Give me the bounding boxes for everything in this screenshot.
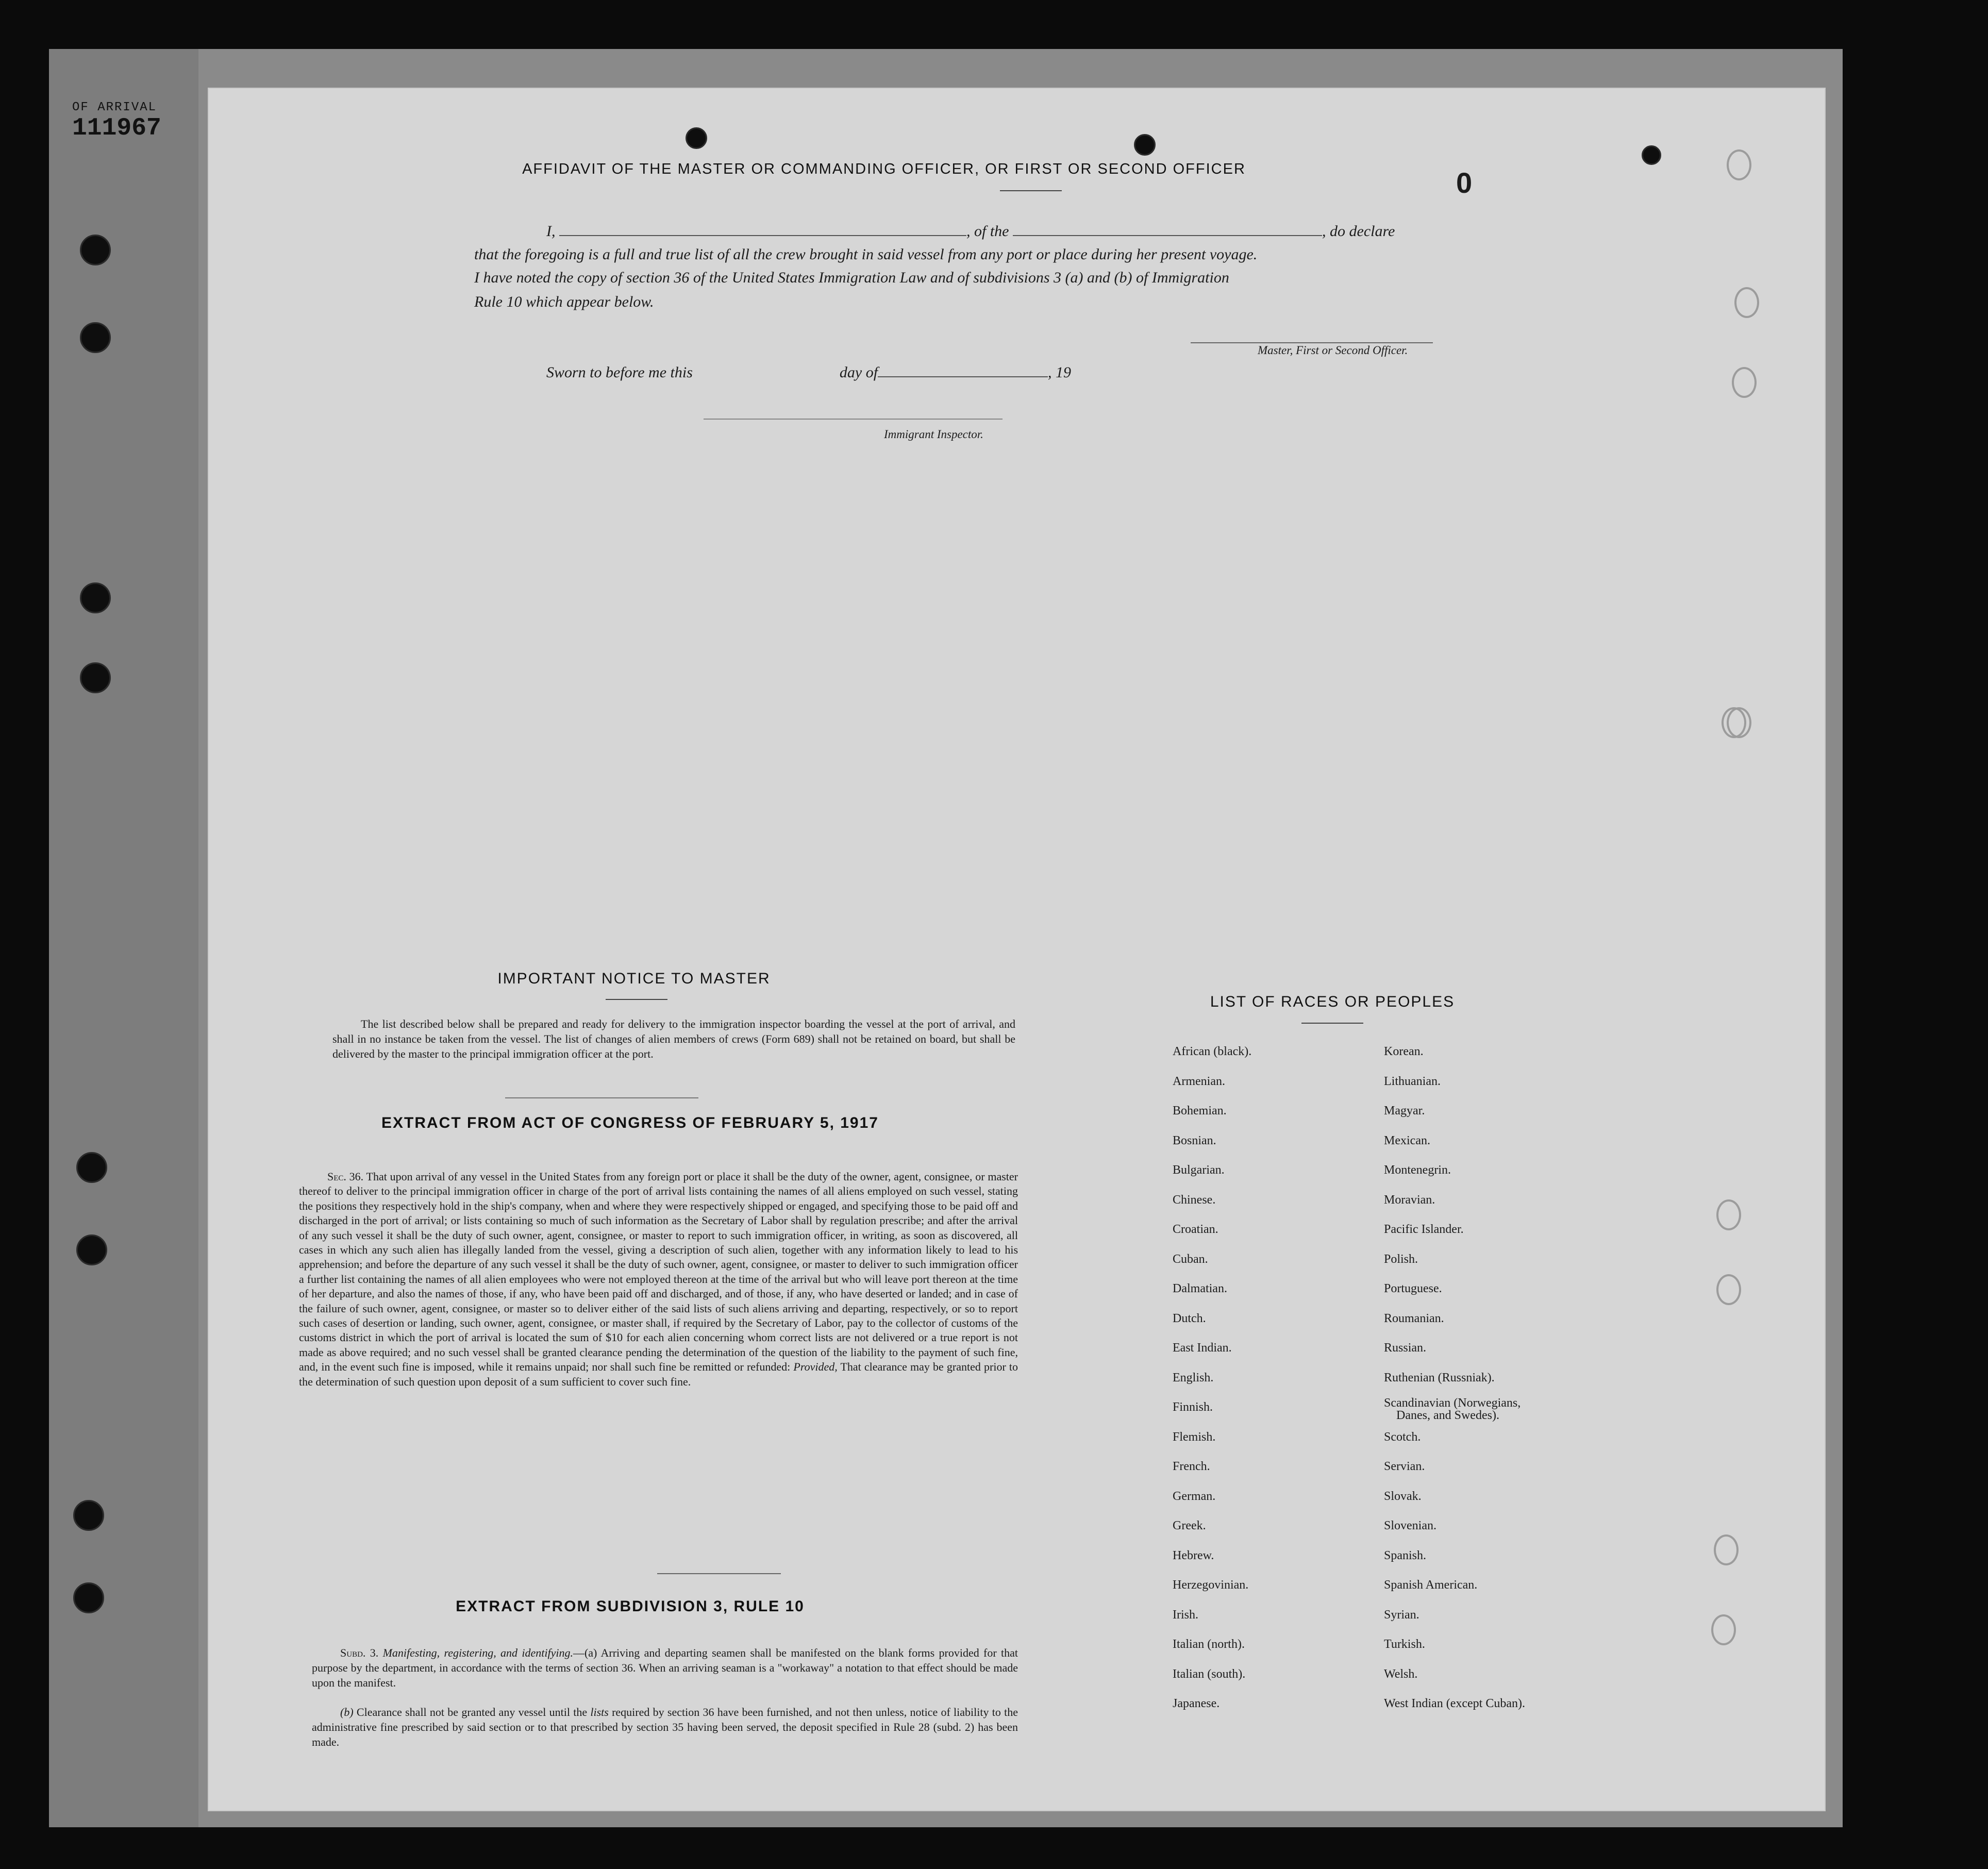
- race-item: Polish.: [1384, 1252, 1418, 1266]
- inspector-signature-line: [704, 419, 1003, 420]
- rule10-a-title: Manifesting, registering, and identifying.: [382, 1646, 573, 1659]
- race-item: Spanish American.: [1384, 1578, 1478, 1592]
- race-item: Roumanian.: [1384, 1311, 1444, 1325]
- race-item: Irish.: [1173, 1608, 1198, 1622]
- arrival-stamp-label: OF ARRIVAL: [72, 101, 157, 114]
- races-column-2: [1384, 1037, 1525, 1719]
- race-item: Japanese.: [1173, 1697, 1220, 1710]
- notice-divider: [505, 1097, 698, 1098]
- binder-hole: [73, 1582, 104, 1613]
- race-item: Syrian.: [1384, 1608, 1419, 1622]
- affidavit-page: [209, 89, 1825, 1810]
- race-item: Slovak.: [1384, 1489, 1422, 1503]
- act-section-label: Sec. 36.: [327, 1170, 364, 1183]
- ring-mark: [1714, 1534, 1739, 1565]
- race-item: French.: [1173, 1460, 1210, 1473]
- sworn-day-field[interactable]: [696, 363, 836, 377]
- race-item: Portuguese.: [1384, 1282, 1442, 1295]
- notice-text: [332, 1016, 1015, 1061]
- races-column-1: [1173, 1037, 1251, 1719]
- race-item: Cuban.: [1173, 1252, 1208, 1266]
- rule10-a-body: —(a) Arriving and departing seamen shall be manifested on the blank forms provided for that purpose by the department, in accordance with the terms of section 36. When an arriving seaman is a "workaway" a notation to that effect should be made upon the manifest.: [312, 1646, 1018, 1689]
- race-item: Ruthenian (Russniak).: [1384, 1371, 1495, 1384]
- race-item: Hebrew.: [1173, 1548, 1214, 1562]
- day-of-label: day of: [839, 364, 878, 381]
- signer-caption: Master, First or Second Officer.: [1258, 344, 1408, 357]
- race-item: Slovenian.: [1384, 1519, 1436, 1532]
- affidavit-title: AFFIDAVIT OF THE MASTER OR COMMANDING OFFICER, OR FIRST OR SECOND OFFICER: [522, 161, 1246, 177]
- title-rule: [1000, 190, 1062, 191]
- ring-mark: [1732, 367, 1757, 398]
- race-item: Lithuanian.: [1384, 1074, 1441, 1088]
- race-item: Flemish.: [1173, 1430, 1216, 1444]
- race-item: Korean.: [1384, 1045, 1424, 1058]
- race-item: Italian (north).: [1173, 1638, 1245, 1651]
- act-text: [299, 1170, 1018, 1389]
- binder-hole: [80, 582, 111, 613]
- rule10-b-lead: (b): [340, 1706, 354, 1718]
- arrival-stamp-number: 111967: [72, 114, 161, 142]
- race-item: Bulgarian.: [1173, 1163, 1225, 1177]
- race-item-continuation: Danes, and Swedes).: [1396, 1409, 1499, 1422]
- rule10-b-body-1: Clearance shall not be granted any vessel until the: [356, 1706, 588, 1718]
- race-item: Finnish.: [1173, 1400, 1213, 1414]
- act-divider: [657, 1573, 781, 1574]
- binder-hole: [80, 235, 111, 265]
- races-rule: [1301, 1023, 1363, 1024]
- ring-mark: [1734, 287, 1759, 318]
- race-item: Herzegovinian.: [1173, 1578, 1249, 1592]
- race-item: Mexican.: [1384, 1133, 1430, 1147]
- race-item: East Indian.: [1173, 1341, 1232, 1355]
- notice-title: IMPORTANT NOTICE TO MASTER: [497, 970, 771, 987]
- act-body-end: That clearance may be granted prior to the determination of such question upon deposit of a sum sufficient to cover such fine.: [299, 1360, 1018, 1388]
- act-body: That upon arrival of any vessel in the United States from any foreign port or place it shall be the duty of the owner, agent, consignee, or master thereof to deliver to the principal immigration officer in charge of the port of arrival lists containing the names of all aliens employed on such vessel, stating the positions they respectively hold in the ship's company, when and where they were respectively shipped or engaged, and specifying those to be paid off and discharged in the port of arrival; or lists containing so much of such information as the Secretary of Labor shall by regulation prescribe; and after the arrival of any such vessel it shall be the duty of such owner, agent, consignee, or master to report to such immigration officer, in writing, as soon as discovered, all cases in which any such alien has illegally landed from the vessel, giving a description of such alien, together with any information likely to lead to his apprehension; and before the departure of any such vessel it shall be the duty of such owner, agent, consignee, or master to deliver to such immigration officer a further list containing the names of all alien employees who were not employed thereon at the time of the arrival but who will leave port thereon at the time of her departure, and also the names of those, if any, who have been paid off and discharged, and of those, if any, who have deserted or landed; and in case of the failure of such owner, agent, consignee, or master so to deliver either of the said lists of such aliens arriving and departing, respectively, or so to report such cases of desertion or landing, such owner, agent, consignee, or master shall, if required by the Secretary of Labor, pay to the collector of customs of the customs district in which the port of arrival is located the sum of $10 for each alien concerning whom correct lists are not delivered or a true report is not made as above required; and no such vessel shall be granted clearance pending the determination of the question of the liability to the payment of such fine, and, in the event such fine is imposed, while it remains unpaid; nor shall such fine be remitted or refunded:: [299, 1170, 1018, 1374]
- race-item: Bosnian.: [1173, 1133, 1216, 1147]
- declarant-name-field[interactable]: [559, 222, 966, 236]
- race-item: Italian (south).: [1173, 1667, 1246, 1681]
- rule10-title: EXTRACT FROM SUBDIVISION 3, RULE 10: [456, 1598, 805, 1615]
- declare-label: , do declare: [1322, 223, 1395, 240]
- race-item: Russian.: [1384, 1341, 1427, 1355]
- declaration-line-2: that the foregoing is a full and true list of all the crew brought in said vessel from any port or place during her present voyage.: [474, 246, 1258, 263]
- race-item: Welsh.: [1384, 1667, 1418, 1681]
- binder-hole: [76, 1152, 107, 1183]
- year-label: , 19: [1048, 364, 1072, 381]
- race-item: Turkish.: [1384, 1638, 1425, 1651]
- declarant-label: I,: [546, 223, 556, 240]
- races-title: LIST OF RACES OR PEOPLES: [1210, 993, 1455, 1010]
- ring-mark: [1727, 149, 1751, 180]
- sworn-month-field[interactable]: [878, 363, 1048, 377]
- binder-hole: [80, 322, 111, 353]
- race-item: Scandinavian (Norwegians, Danes, and Swedes).: [1384, 1396, 1521, 1422]
- sworn-line: [546, 363, 1071, 381]
- inspector-caption: Immigrant Inspector.: [884, 428, 983, 441]
- race-item: Servian.: [1384, 1460, 1425, 1473]
- sworn-label: Sworn to before me this: [546, 364, 693, 381]
- rule10-b-lists: lists: [590, 1706, 609, 1718]
- race-item: Bohemian.: [1173, 1104, 1227, 1117]
- race-item: Dutch.: [1173, 1311, 1206, 1325]
- race-item: Chinese.: [1173, 1193, 1216, 1207]
- rule10-subdivision-a: [312, 1645, 1018, 1690]
- signature-line: [1191, 342, 1433, 343]
- ring-mark: [1711, 1614, 1736, 1645]
- punch-hole: [1134, 134, 1156, 156]
- binder-hole: [73, 1500, 104, 1531]
- rule10-subdivision-b: [312, 1705, 1018, 1749]
- arrival-stamp: [52, 101, 201, 157]
- binder-hole: [80, 662, 111, 693]
- rule10-a-lead: Subd. 3.: [340, 1646, 379, 1659]
- race-item: Greek.: [1173, 1519, 1206, 1532]
- race-item: Montenegrin.: [1384, 1163, 1451, 1177]
- vessel-name-field[interactable]: [1013, 222, 1322, 236]
- race-item: English.: [1173, 1371, 1214, 1384]
- binding-strip: [49, 49, 198, 1827]
- ring-mark: [1716, 1199, 1741, 1230]
- race-item: Spanish.: [1384, 1548, 1427, 1562]
- race-item: Croatian.: [1173, 1223, 1218, 1236]
- rule10-b-body-2: required by section 36 have been furnished, and not then unless, notice of liability to the administrative fine prescribed by said section or to that prescribed by section 35 having been served, the deposit specified in Rule 28 (subd. 2) has been made.: [312, 1706, 1018, 1748]
- race-item: Moravian.: [1384, 1193, 1435, 1207]
- declaration-line-1: [546, 222, 1395, 240]
- binder-hole: [76, 1234, 107, 1265]
- ring-mark: [1722, 707, 1746, 738]
- race-item: Armenian.: [1173, 1074, 1225, 1088]
- race-item: West Indian (except Cuban).: [1384, 1697, 1525, 1710]
- race-item: Magyar.: [1384, 1104, 1425, 1117]
- declaration-line-3: I have noted the copy of section 36 of the United States Immigration Law and of subdivisions 3 (a) and (b) of Immigration: [474, 269, 1229, 286]
- act-provided: Provided,: [793, 1360, 838, 1374]
- race-item: Scotch.: [1384, 1430, 1421, 1444]
- notice-rule: [606, 999, 667, 1000]
- race-item: African (black).: [1173, 1045, 1252, 1058]
- punch-hole: [1642, 145, 1661, 165]
- handwritten-mark: 0: [1456, 166, 1473, 199]
- declaration-line-4: Rule 10 which appear below.: [474, 293, 654, 310]
- ring-mark: [1716, 1274, 1741, 1305]
- race-item: Pacific Islander.: [1384, 1223, 1464, 1236]
- vessel-label: , of the: [966, 223, 1009, 240]
- race-item: German.: [1173, 1489, 1216, 1503]
- notice-body: The list described below shall be prepared and ready for delivery to the immigration inspector boarding the vessel at the port of arrival, and shall in no instance be taken from the vessel. The list of changes of alien members of crews (Form 689) shall not be retained on board, but shall be delivered by the master to the principal immigration officer at the port.: [332, 1017, 1015, 1060]
- punch-hole: [686, 127, 707, 149]
- act-title: EXTRACT FROM ACT OF CONGRESS OF FEBRUARY 5, 1917: [381, 1114, 879, 1131]
- race-item: Dalmatian.: [1173, 1282, 1227, 1295]
